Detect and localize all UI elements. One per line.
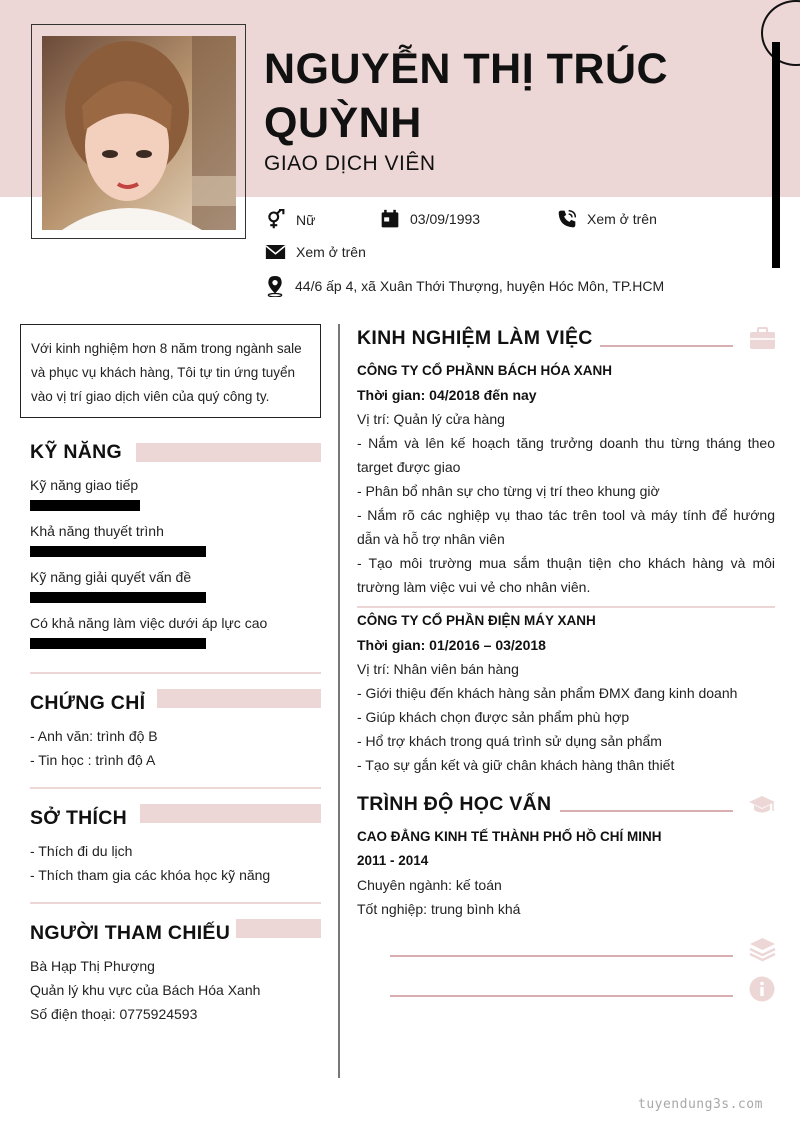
hobbies-title: SỞ THÍCH (30, 807, 128, 829)
certificate-item: - Anh văn: trình độ B (30, 728, 158, 744)
empty-section-line (390, 955, 733, 957)
email-value: Xem ở trên (296, 244, 366, 260)
references-title: NGƯỜI THAM CHIẾU (30, 922, 231, 944)
references-title-bar (236, 919, 321, 938)
skill-label: Kỹ năng giải quyết vấn đề (30, 569, 192, 585)
experience-title-line (600, 345, 733, 347)
certificate-item: - Tin học : trình độ A (30, 752, 156, 768)
photo-frame (31, 24, 246, 239)
layers-icon (749, 936, 776, 962)
job-company: CÔNG TY CỔ PHẦNN BÁCH HÓA XANH (357, 363, 613, 378)
certificates-title-bar (157, 689, 321, 708)
school-years: 2011 - 2014 (357, 853, 429, 868)
job-duty: - Nắm rõ các nghiệp vụ thao tác trên tool và máy tính để hướng dẫn và hỗ trợ nhân viên (357, 507, 775, 547)
candidate-name: NGUYỄN THỊ TRÚC QUỲNH (264, 45, 669, 147)
phone-icon (557, 209, 577, 229)
school-major: Chuyên ngành: kế toán (357, 877, 502, 893)
birthdate-row (380, 209, 480, 229)
job-title: GIAO DỊCH VIÊN (264, 152, 436, 175)
job-company: CÔNG TY CỔ PHẦN ĐIỆN MÁY XANH (357, 613, 596, 628)
job-duty: - Phân bổ nhân sự cho từng vị trí theo khung giờ (357, 483, 660, 499)
job-divider (357, 606, 775, 608)
phone-value: Xem ở trên (587, 211, 657, 227)
certificates-title: CHỨNG CHỈ (30, 692, 146, 714)
skill-bar-fill (30, 638, 206, 649)
decorative-bar (772, 42, 780, 268)
skill-label: Kỹ năng giao tiếp (30, 477, 139, 493)
skill-bar-fill (30, 592, 206, 603)
skill-bar (30, 546, 206, 557)
address-value: 44/6 ấp 4, xã Xuân Thới Thượng, huyện Hóc Môn, TP.HCM (295, 278, 665, 294)
phone-row (557, 209, 657, 229)
job-period: Thời gian: 04/2018 đến nay (357, 387, 537, 403)
job-duty: - Tạo môi trường mua sắm thuận tiện cho khách hàng và môi trường làm việc vui vẻ cho nhân viên. (357, 555, 775, 595)
gender-icon (265, 209, 286, 230)
info-icon (749, 976, 775, 1002)
education-title-line (560, 810, 733, 812)
hobby-item: - Thích tham gia các khóa học kỹ năng (30, 867, 271, 883)
hobby-item: - Thích đi du lịch (30, 843, 133, 859)
skill-label: Có khả năng làm việc dưới áp lực cao (30, 615, 268, 631)
skill-bar (30, 592, 206, 603)
section-divider (30, 902, 321, 904)
gender-row (265, 209, 315, 230)
hobbies-title-bar (140, 804, 321, 823)
envelope-icon (265, 243, 286, 261)
section-divider (30, 672, 321, 674)
job-duty: - Nắm và lên kế hoạch tăng trưởng doanh thu từng tháng theo target được giao (357, 435, 775, 475)
empty-section-line (390, 995, 733, 997)
school-name: CAO ĐẲNG KINH TẾ THÀNH PHỐ HỒ CHÍ MINH (357, 829, 662, 844)
job-position: Vị trí: Quản lý cửa hàng (357, 411, 505, 427)
reference-item: Số điện thoại: 0775924593 (30, 1006, 198, 1022)
job-duty: - Giới thiệu đến khách hàng sản phẩm ĐMX đang kinh doanh (357, 685, 738, 701)
footer-brand: tuyendung3s.com (638, 1097, 763, 1112)
summary-box: Với kinh nghiệm hơn 8 năm trong ngành sale và phục vụ khách hàng, Tôi tự tin ứng tuyển vào vị trí giao dịch viên của quý công ty. (20, 324, 321, 418)
reference-item: Bà Hạp Thị Phượng (30, 958, 155, 974)
experience-title: KINH NGHIỆM LÀM VIỆC (357, 327, 593, 349)
skills-title: KỸ NĂNG (30, 441, 123, 463)
skill-bar-fill (30, 500, 140, 511)
skills-title-bar (136, 443, 321, 462)
briefcase-icon (749, 327, 776, 350)
skill-bar (30, 638, 206, 649)
skill-bar-fill (30, 546, 206, 557)
reference-item: Quản lý khu vực của Bách Hóa Xanh (30, 982, 261, 998)
graduation-cap-icon (748, 794, 776, 816)
job-position: Vị trí: Nhân viên bán hàng (357, 661, 519, 677)
calendar-icon (380, 209, 400, 229)
education-title: TRÌNH ĐỘ HỌC VẤN (357, 793, 552, 815)
birthdate-value: 03/09/1993 (410, 211, 481, 227)
skill-bar (30, 500, 206, 511)
school-grade: Tốt nghiệp: trung bình khá (357, 901, 521, 917)
job-duty: - Giúp khách chọn được sản phẩm phù hợp (357, 709, 630, 725)
skill-label: Khả năng thuyết trình (30, 523, 164, 539)
column-separator (338, 324, 340, 1078)
address-row (265, 275, 664, 297)
gender-value: Nữ (296, 211, 316, 228)
job-duty: - Hổ trợ khách trong quá trình sử dụng sản phẩm (357, 733, 662, 749)
job-period: Thời gian: 01/2016 – 03/2018 (357, 637, 546, 653)
email-row (265, 243, 366, 261)
location-pin-icon (265, 275, 285, 297)
section-divider (30, 787, 321, 789)
job-duty: - Tạo sự gắn kết và giữ chân khách hàng thân thiết (357, 757, 675, 773)
